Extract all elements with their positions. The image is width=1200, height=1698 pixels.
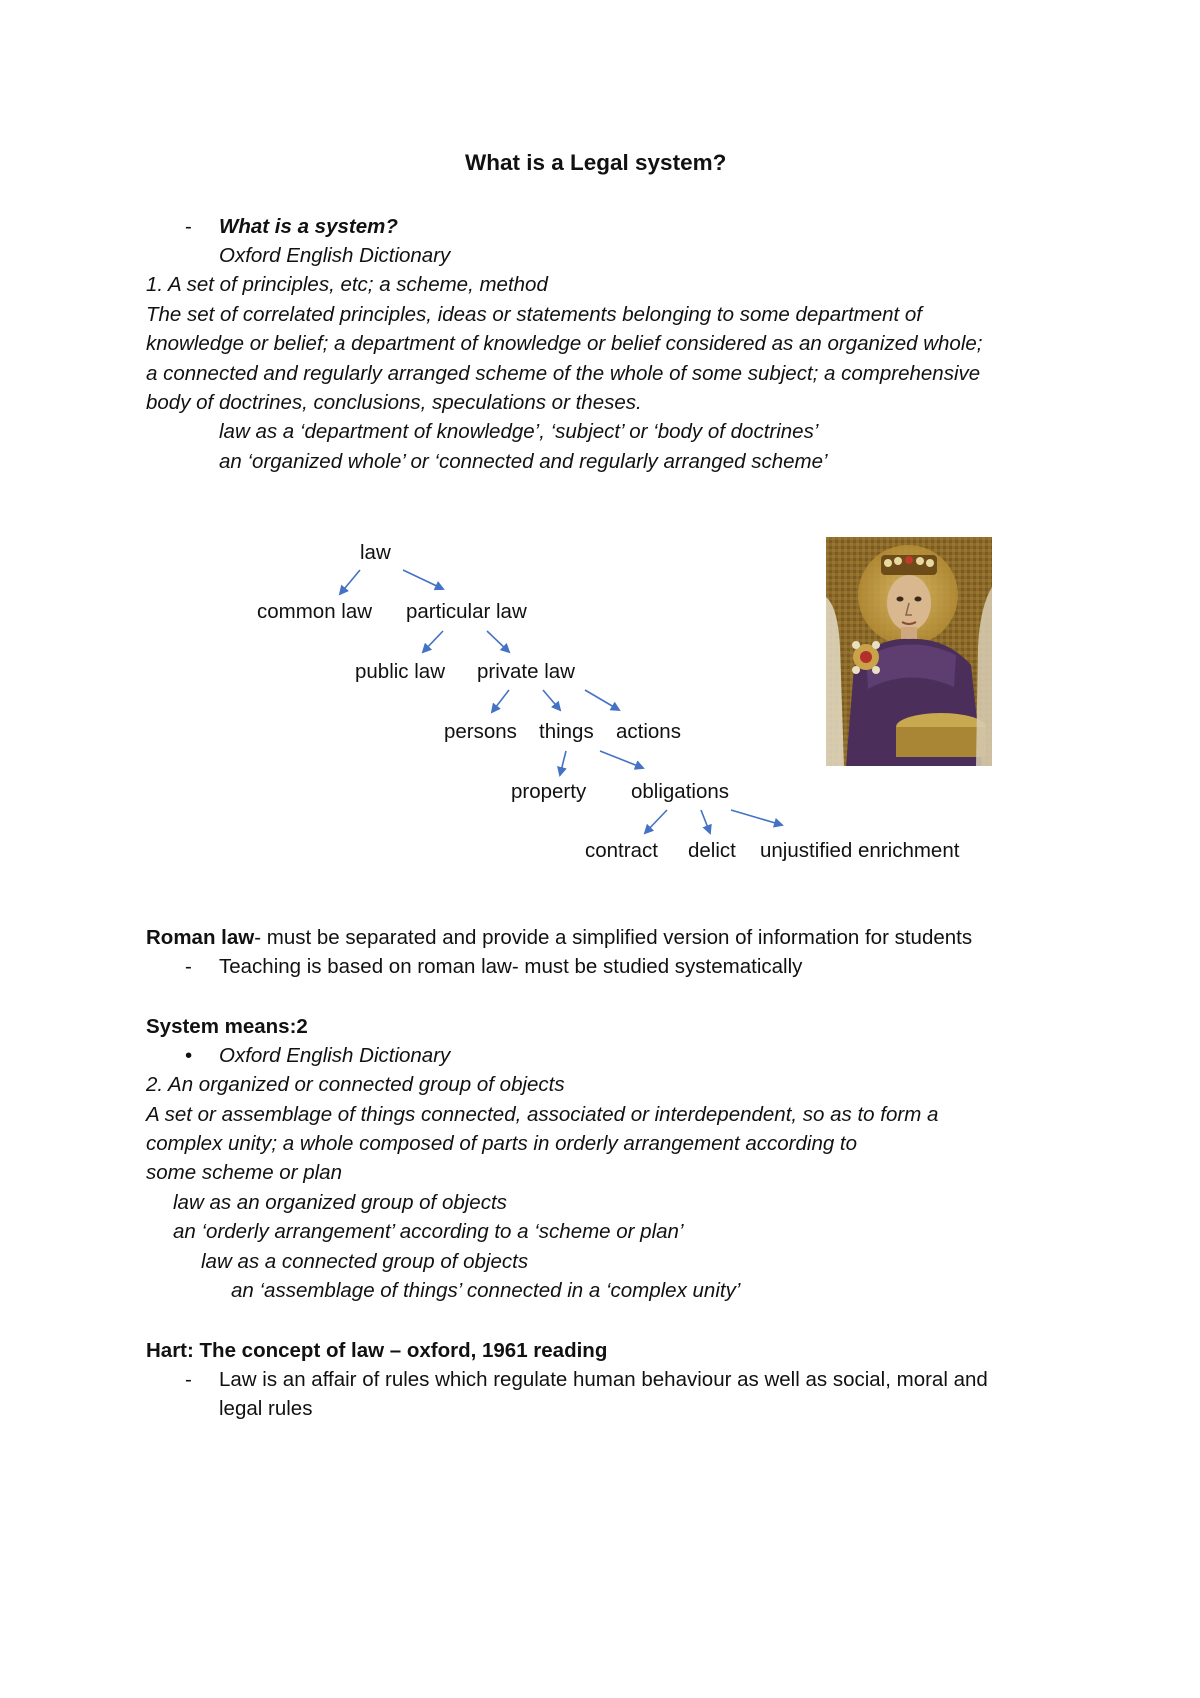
arrow-particular-public bbox=[423, 631, 443, 652]
tree-node-persons: persons bbox=[444, 720, 517, 743]
arrow-obligations-contract bbox=[645, 810, 667, 833]
hart-item-line: legal rules bbox=[219, 1397, 313, 1420]
tree-node-law: law bbox=[360, 541, 391, 564]
tree-node-particular-law: particular law bbox=[406, 600, 527, 623]
definition-line: knowledge or belief; a department of knowledge or belief considered as an organized whole; bbox=[146, 332, 983, 355]
arrow-private-things bbox=[543, 690, 560, 710]
tree-node-things: things bbox=[539, 720, 594, 743]
tree-node-obligations: obligations bbox=[631, 780, 730, 803]
bullet-dash: - bbox=[185, 955, 192, 978]
roman-law-heading bbox=[146, 925, 972, 951]
arrow-law-common bbox=[340, 570, 360, 594]
definition-heading-1: 1. A set of principles, etc; a scheme, method bbox=[146, 273, 548, 296]
definition-line: A set or assemblage of things connected, associated or interdependent, so as to form a bbox=[146, 1103, 939, 1126]
arrow-obligations-enrichment bbox=[731, 810, 782, 825]
bullet-dash: - bbox=[185, 215, 192, 238]
arrow-private-persons bbox=[492, 690, 509, 712]
tree-node-contract: contract bbox=[585, 839, 658, 862]
note-line: law as a connected group of objects bbox=[201, 1250, 529, 1273]
page-title: What is a Legal system? bbox=[465, 150, 727, 175]
definition-line: complex unity; a whole composed of parts in orderly arrangement according to bbox=[146, 1132, 858, 1155]
hart-heading: Hart: The concept of law – oxford, 1961 reading bbox=[146, 1339, 608, 1362]
roman-law-text: - must be separated and provide a simplified version of information for students bbox=[254, 926, 973, 949]
source-oxford-2: Oxford English Dictionary bbox=[219, 1044, 451, 1067]
definition-heading-2: 2. An organized or connected group of objects bbox=[146, 1073, 565, 1096]
arrow-private-actions bbox=[585, 690, 619, 710]
note-line: an ‘assemblage of things’ connected in a ‘complex unity’ bbox=[231, 1279, 741, 1302]
note-line: an ‘organized whole’ or ‘connected and regularly arranged scheme’ bbox=[219, 450, 828, 473]
definition-line: a connected and regularly arranged scheme of the whole of some subject; a comprehensive bbox=[146, 362, 981, 385]
tree-node-unjustified-enrichment: unjustified enrichment bbox=[760, 839, 960, 862]
tree-node-private-law: private law bbox=[477, 660, 575, 683]
arrow-law-particular bbox=[403, 570, 443, 589]
tree-node-delict: delict bbox=[688, 839, 736, 862]
arrow-obligations-delict bbox=[701, 810, 710, 833]
definition-line: The set of correlated principles, ideas or statements belonging to some department of bbox=[146, 303, 923, 326]
justinian-mosaic-image bbox=[826, 537, 992, 766]
note-line: an ‘orderly arrangement’ according to a ‘scheme or plan’ bbox=[173, 1220, 684, 1243]
note-line: law as a ‘department of knowledge’, ‘subject’ or ‘body of doctrines’ bbox=[219, 420, 819, 443]
roman-law-label: Roman law bbox=[146, 926, 255, 949]
arrow-things-property bbox=[560, 751, 566, 775]
bullet-dash: - bbox=[185, 1368, 192, 1391]
definition-line: body of doctrines, conclusions, speculations or theses. bbox=[146, 391, 642, 414]
definition-line: some scheme or plan bbox=[146, 1161, 342, 1184]
note-line: law as an organized group of objects bbox=[173, 1191, 507, 1214]
hart-item-line: Law is an affair of rules which regulate human behaviour as well as social, moral and bbox=[219, 1368, 988, 1391]
source-oxford-1: Oxford English Dictionary bbox=[219, 244, 451, 267]
arrow-particular-private bbox=[487, 631, 509, 652]
system-means-heading: System means:2 bbox=[146, 1015, 308, 1038]
question-what-is-system: What is a system? bbox=[219, 215, 398, 238]
roman-law-item: Teaching is based on roman law- must be studied systematically bbox=[219, 955, 803, 978]
tree-node-common-law: common law bbox=[257, 600, 373, 623]
tree-node-property: property bbox=[511, 780, 587, 803]
tree-node-public-law: public law bbox=[355, 660, 446, 683]
tree-node-actions: actions bbox=[616, 720, 681, 743]
bullet-dot: • bbox=[185, 1044, 193, 1067]
arrow-things-obligations bbox=[600, 751, 643, 768]
